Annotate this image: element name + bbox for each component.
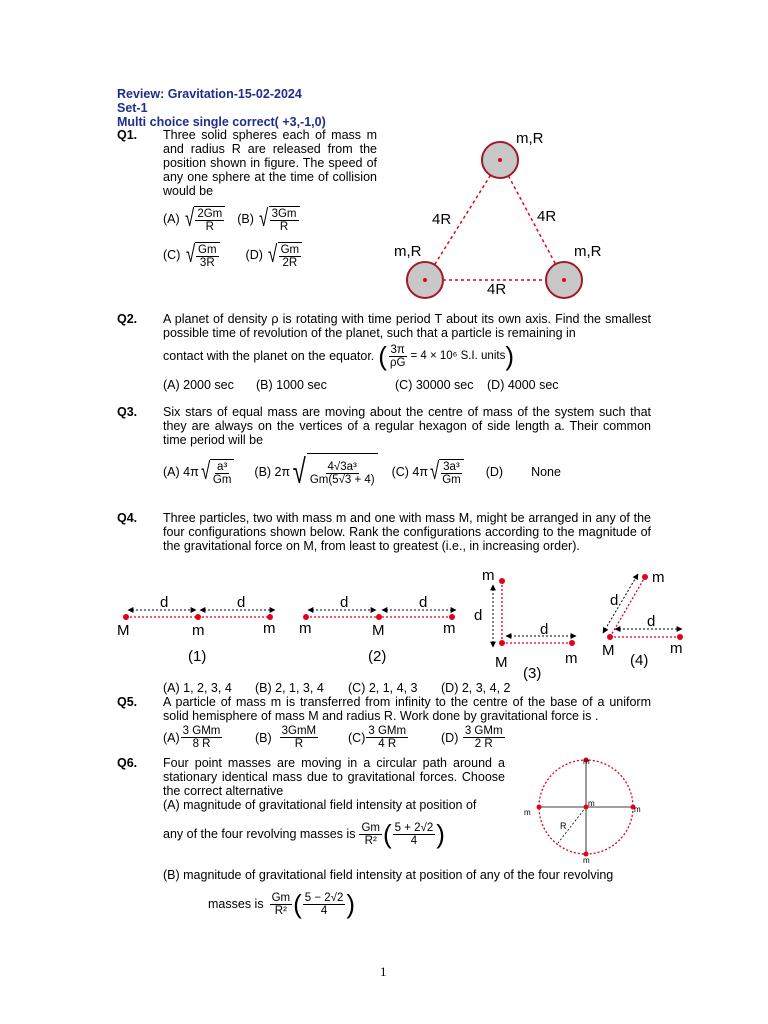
svg-text:M: M — [495, 654, 508, 671]
q6-label-left: m — [524, 808, 531, 817]
q1-option-d[interactable]: (D) √ $\frac{Gm}{2R}$ — [246, 242, 303, 269]
q1-label-side-left: 4R — [432, 211, 452, 228]
svg-text:(2): (2) — [368, 648, 387, 665]
svg-text:d: d — [474, 607, 483, 624]
q5-option-c[interactable]: (C) $\frac{\text{3 GMm}}{4 R}$ — [348, 725, 407, 750]
svg-text:(4): (4) — [630, 652, 649, 669]
svg-text:M: M — [117, 622, 130, 639]
q3-number: Q3. — [117, 405, 138, 419]
q6-label-right: m — [634, 805, 641, 814]
q3-option-c[interactable]: (C) 4π √ $\frac{\text{3a³}}{Gm}$ — [392, 459, 464, 486]
q5-text: A particle of mass m is transferred from infinity to the centre of the base of a uniform solid hemisphere of mass M and radius R. Work done by gravitational force is . — [163, 695, 651, 723]
page-number: 1 — [380, 964, 387, 979]
svg-text:d: d — [340, 594, 349, 611]
svg-text:d: d — [610, 592, 619, 609]
svg-text:d: d — [237, 594, 246, 611]
q4-config-3 — [474, 567, 578, 682]
q3-options — [163, 450, 561, 494]
q4-option-c[interactable]: (C) 2, 1, 4, 3 — [348, 681, 418, 695]
q2-hint-value: = 4 × 10⁶ S.I. units — [410, 350, 506, 362]
q2-hint-denominator: ρG — [389, 356, 406, 369]
q2-option-a[interactable]: (A) 2000 sec — [163, 378, 234, 392]
q1-text: Three solid spheres each of mass m and radius R are released from the position shown in figure. The speed of any one sphere at the time of collision would be — [163, 128, 377, 198]
q1-center-left — [423, 278, 427, 282]
q2-option-d[interactable]: (D) 4000 sec — [487, 378, 559, 392]
q4-option-d[interactable]: (D) 2, 3, 4, 2 — [441, 681, 511, 695]
q3-option-a[interactable]: (A) 4π √ $\frac{\text{a³}}{Gm}$ — [163, 459, 234, 486]
q1-option-b[interactable]: (B) √ $\frac{3Gm}{R}$ — [237, 206, 299, 233]
q4-config-4 — [602, 569, 683, 669]
q2-option-b[interactable]: (B) 1000 sec — [256, 378, 327, 392]
q4-number: Q4. — [117, 511, 138, 525]
q2-text-cont: contact with the planet on the equator. — [163, 349, 375, 363]
q5-option-b[interactable]: (B) $\frac{\text{3GmM}}{R}$ — [255, 725, 317, 750]
q6-number: Q6. — [117, 756, 138, 770]
q6-circle-figure — [520, 755, 660, 865]
q4-configurations-figure — [110, 565, 700, 685]
set-label: Set-1 — [117, 101, 148, 115]
svg-text:d: d — [647, 613, 656, 630]
svg-text:(3): (3) — [523, 665, 542, 682]
q6-label-radius: R — [560, 821, 567, 831]
q6-label-center: m — [588, 799, 595, 808]
page-title: Review: Gravitation-15-02-2024 — [117, 87, 302, 101]
q3-text: Six stars of equal mass are moving about the centre of mass of the system such that they are always on the vertices of a regular hexagon of side length a. Their common time period will be — [163, 405, 651, 447]
q4-text: Three particles, two with mass m and one with mass M, might be arranged in any of the four configurations shown below. Rank the configurations according to the magnitude of the gravitational force on M, from least to greatest (i.e., in increasing order). — [163, 511, 651, 553]
q1-label-top: m,R — [516, 130, 544, 147]
svg-text:m: m — [263, 620, 276, 637]
q5-number: Q5. — [117, 695, 138, 709]
svg-text:(1): (1) — [188, 648, 207, 665]
svg-text:m: m — [443, 620, 456, 637]
svg-text:M: M — [602, 642, 615, 659]
q6-option-a-expr[interactable]: any of the four revolving masses is $\frac{Gm}{\text{R²}}$ ( $\frac{5 + 2√2}{4}$ ) — [163, 819, 445, 849]
q4-option-a[interactable]: (A) 1, 2, 3, 4 — [163, 681, 232, 695]
q5-options — [163, 725, 563, 757]
q1-center-right — [562, 278, 566, 282]
q6-label-top: m — [583, 757, 590, 766]
q1-label-side-right: 4R — [537, 208, 557, 225]
q1-number: Q1. — [117, 128, 138, 142]
svg-text:d: d — [419, 594, 428, 611]
svg-text:m: m — [652, 569, 665, 586]
q1-option-a[interactable]: (A) √ $\frac{2Gm}{R}$ — [163, 206, 225, 233]
q1-label-base: 4R — [487, 281, 507, 298]
svg-text:d: d — [160, 594, 169, 611]
q1-option-c[interactable]: (C) √ $\frac{Gm}{3R}$ — [163, 242, 220, 269]
q3-option-b[interactable]: (B) 2π √ $\frac{\text{4√3a³}}{Gm(5√3 + 4)}$ — [254, 453, 377, 491]
q6-label-bottom: m — [583, 856, 590, 865]
q6-option-b-expr[interactable]: masses is $\frac{Gm}{\text{R²}}$ ( $\frac{5 - 2√2}{4}$ ) — [208, 889, 356, 919]
question-type-label: Multi choice single correct( +3,-1,0) — [117, 115, 326, 129]
svg-text:m: m — [565, 650, 578, 667]
q2-hint-numerator: 3π — [390, 343, 405, 356]
q4-config-1 — [117, 594, 276, 665]
q1-center-top — [498, 158, 502, 162]
q6-mass-left — [537, 805, 542, 810]
q3-option-d[interactable]: (D) None — [485, 465, 561, 479]
q6-option-b-text: (B) magnitude of gravitational field intensity at position of any of the four revolving — [163, 868, 614, 882]
q2-hint-line: contact with the planet on the equator. ( $\frac{3\pi}{\rho G}$ = 4 × 10⁶ S.I. units ) — [163, 341, 514, 371]
svg-text:d: d — [540, 621, 549, 638]
q1-options — [163, 202, 393, 272]
q6-option-a-text: (A) magnitude of gravitational field intensity at position of — [163, 798, 477, 812]
svg-text:m: m — [299, 620, 312, 637]
q1-label-right: m,R — [574, 243, 602, 260]
q2-number: Q2. — [117, 312, 138, 326]
svg-text:m: m — [482, 567, 495, 584]
q1-label-left: m,R — [394, 243, 422, 260]
q4-config-2 — [299, 594, 456, 665]
svg-text:M: M — [372, 622, 385, 639]
svg-text:m: m — [192, 622, 205, 639]
q5-option-a[interactable]: (A) $\frac{\text{3 GMm}}{8 R}$ — [163, 725, 221, 750]
q5-option-d[interactable]: (D) $\frac{\text{3 GMm}}{2 R}$ — [441, 725, 503, 750]
q2-option-c[interactable]: (C) 30000 sec — [395, 378, 474, 392]
q2-text: A planet of density ρ is rotating with time period T about its own axis. Find the smallest possible time of revolution of the planet, such that a particle is remaining in — [163, 312, 651, 340]
q6-text: Four point masses are moving in a circular path around a stationary identical mass due to gravitational forces. Choose the correct alternative — [163, 756, 505, 798]
svg-text:m: m — [670, 640, 683, 657]
q4-option-b[interactable]: (B) 2, 1, 3, 4 — [255, 681, 324, 695]
q1-triangle-figure — [390, 125, 620, 300]
